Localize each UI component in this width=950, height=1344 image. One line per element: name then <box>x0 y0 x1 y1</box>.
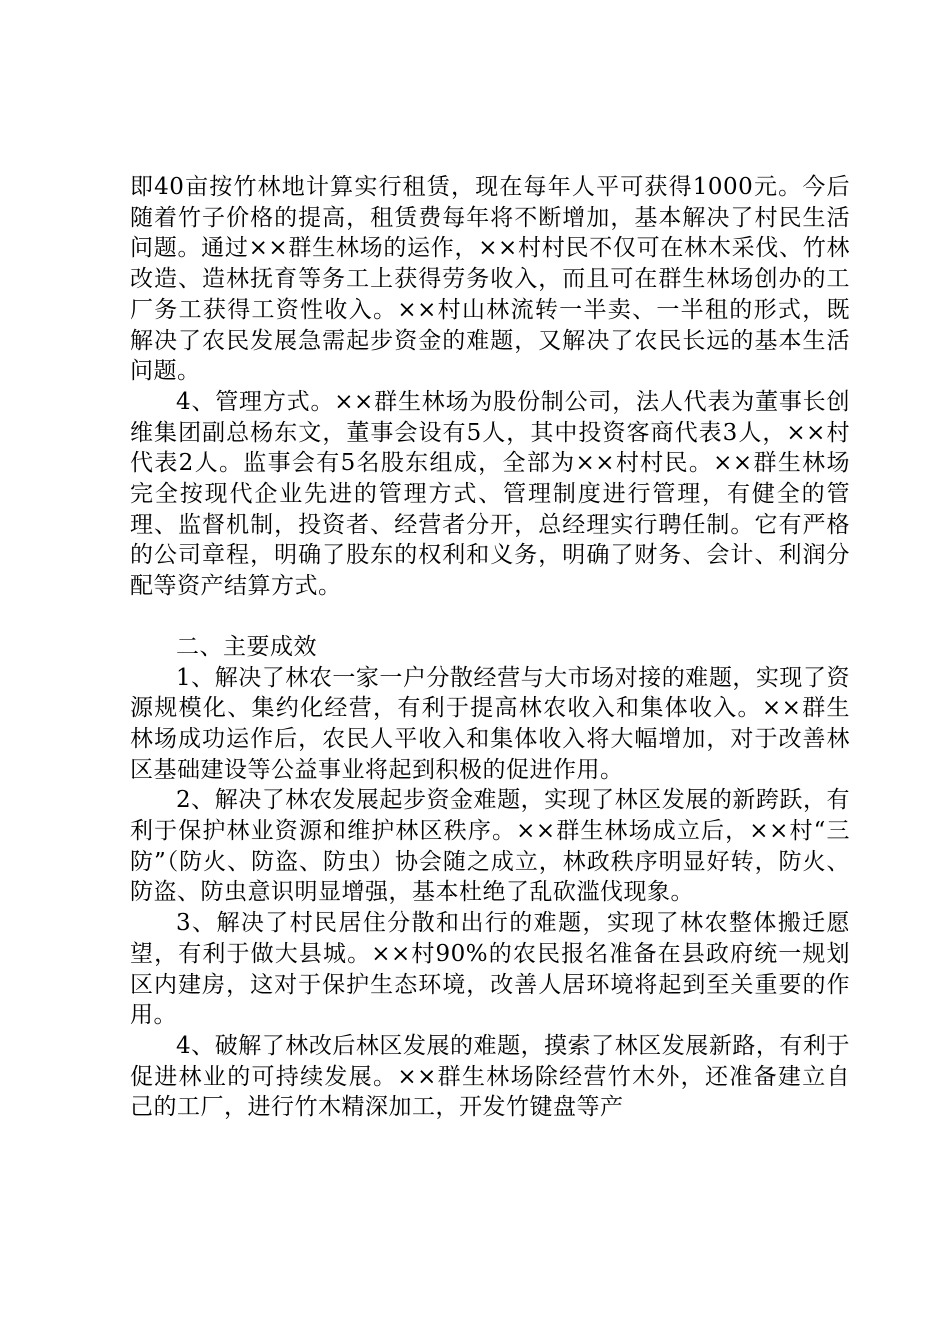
paragraph-achievement-2: 2、解决了林农发展起步资金难题，实现了林区发展的新跨跃，有利于保护林业资源和维护林区秩序。××群生林场成立后，××村“三防”（防火、防盗、防虫）协会随之成立，林政秩序明显好转，防火、防盗、防虫意识明显增强，基本杜绝了乱砍滥伐现象。 <box>130 787 850 906</box>
document-page <box>130 172 850 1123</box>
paragraph-achievement-1: 1、解决了林农一家一户分散经营与大市场对接的难题，实现了资源规模化、集约化经营，有利于提高林农收入和集体收入。××群生林场成功运作后，农民人平收入和集体收入将大幅增加，对于改善林区基础建设等公益事业将起到积极的促进作用。 <box>130 664 850 783</box>
paragraph-achievement-4: 4、破解了林改后林区发展的难题，摸索了林区发展新路，有利于促进林业的可持续发展。××群生林场除经营竹木外，还准备建立自己的工厂，进行竹木精深加工，开发竹键盘等产 <box>130 1032 850 1121</box>
section-heading: 二、主要成效 <box>176 633 317 660</box>
paragraph-rental-income: 即40亩按竹林地计算实行租赁，现在每年人平可获得1000元。今后随着竹子价格的提高，租赁费每年将不断增加，基本解决了村民生活问题。通过××群生林场的运作，××村村民不仅可在林木采伐、竹林改造、造林抚育等务工上获得劳务收入，而且可在群生林场创办的工厂务工获得工资性收入。××村山林流转一半卖、一半租的形式，既解决了农民发展急需起步资金的难题，又解决了农民长远的基本生活问题。 <box>130 174 850 385</box>
paragraph-management-method: 4、管理方式。××群生林场为股份制公司，法人代表为董事长创维集团副总杨东文，董事会设有5人，其中投资客商代表3人，××村代表2人。监事会有5名股东组成，全部为××村村民。××群生林场完全按现代企业先进的管理方式、管理制度进行管理，有健全的管理、监督机制，投资者、经营者分开，总经理实行聘任制。它有严格的公司章程，明确了股东的权利和义务，明确了财务、会计、利润分配等资产结算方式。 <box>130 388 850 600</box>
paragraph-achievement-3: 3、解决了村民居住分散和出行的难题，实现了林农整体搬迁愿望，有利于做大县城。××村90%的农民报名准备在县政府统一规划区内建房，这对于保护生态环境，改善人居环境将起到至关重要的作用。 <box>130 910 850 1029</box>
